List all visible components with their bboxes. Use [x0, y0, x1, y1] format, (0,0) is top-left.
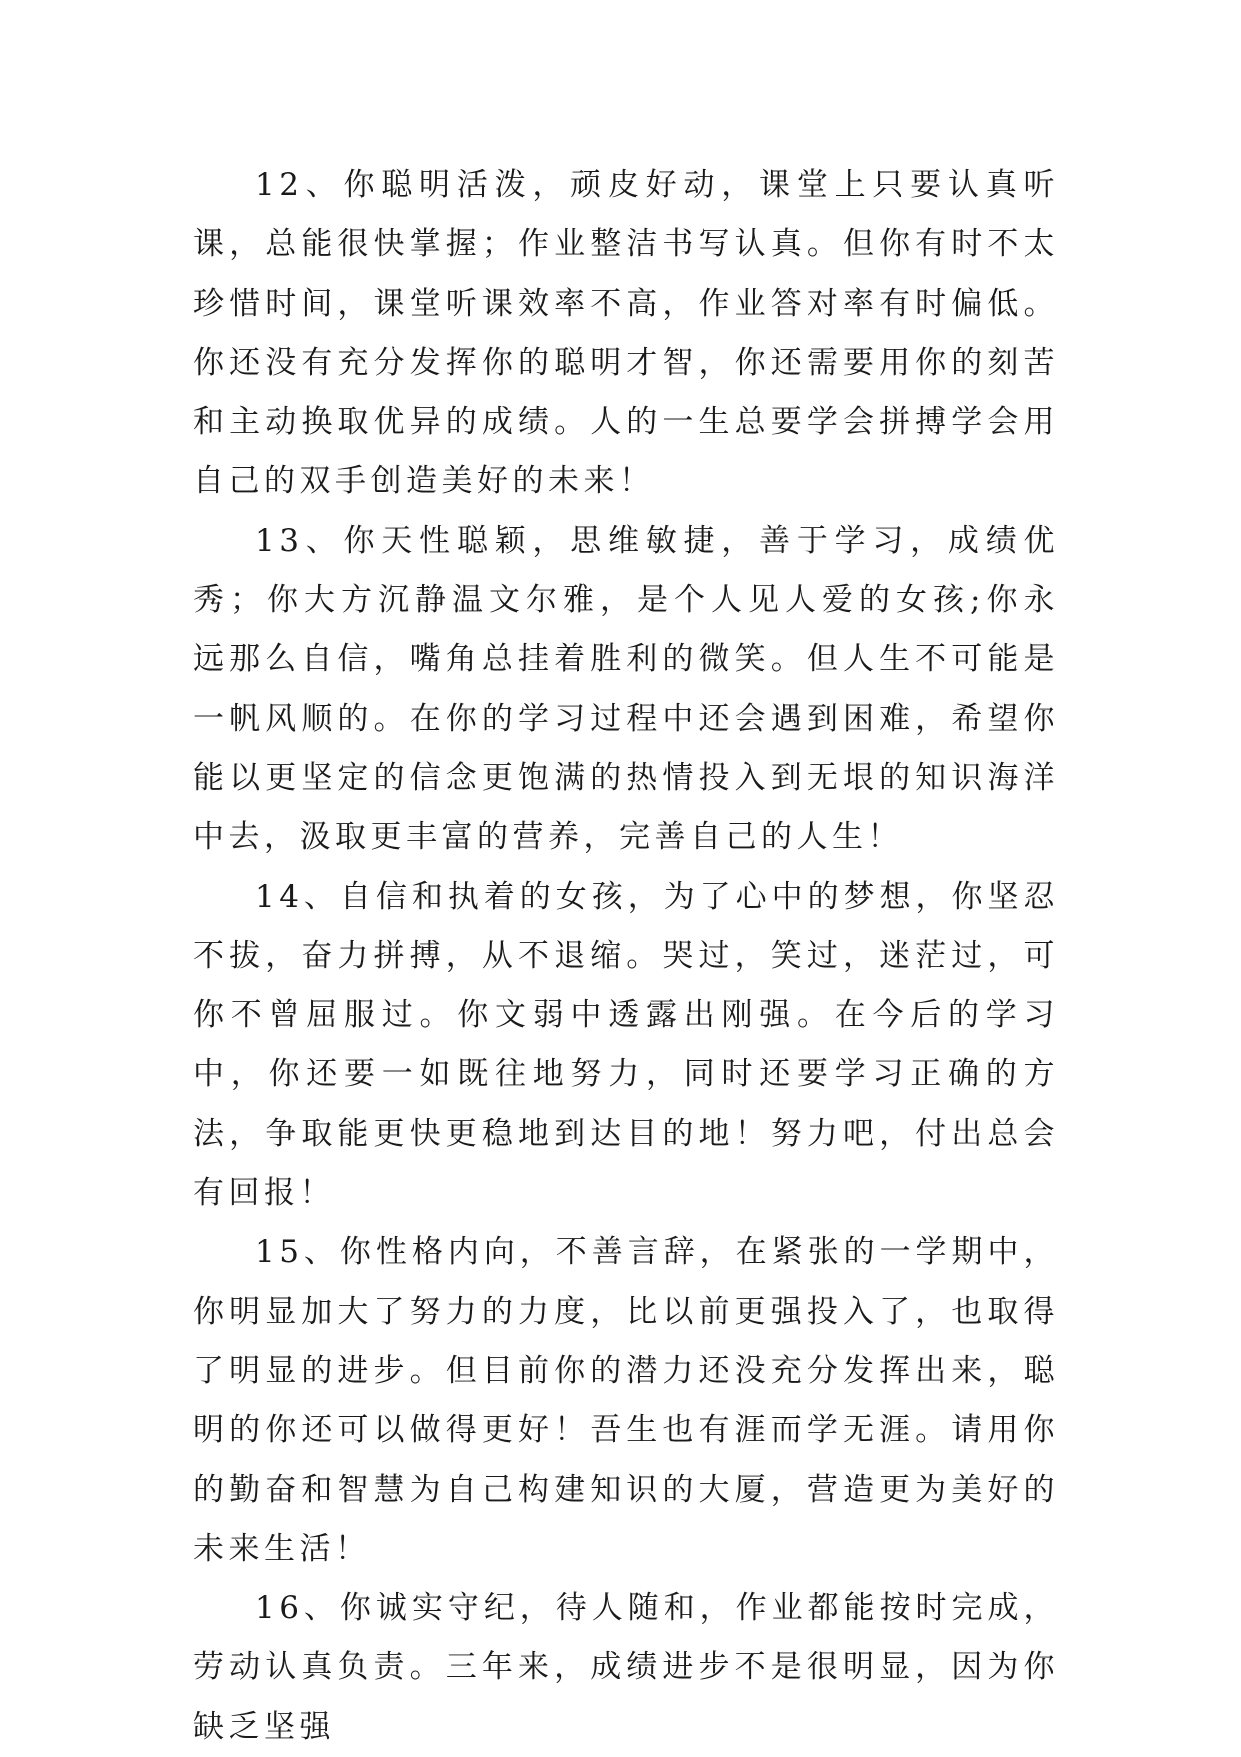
paragraph-16: 16、你诚实守纪，待人随和，作业都能按时完成，劳动认真负责。三年来，成绩进步不是很明显，因为你缺乏坚强 — [193, 1590, 1059, 1745]
paragraph-13: 13、你天性聪颖，思维敏捷，善于学习，成绩优秀；你大方沉静温文尔雅，是个人见人爱的女孩;你永远那么自信，嘴角总挂着胜利的微笑。但人生不可能是一帆风顺的。在你的学习过程中还会遇到困难，希望你能以更坚定的信念更饱满的热情投入到无垠的知识海洋中去，汲取更丰富的营养，完善自己的人生！ — [193, 522, 1059, 856]
paragraph-15: 15、你性格内向，不善言辞，在紧张的一学期中，你明显加大了努力的力度，比以前更强投入了，也取得了明显的进步。但目前你的潜力还没充分发挥出来，聪明的你还可以做得更好！吾生也有涯而学无涯。请用你的勤奋和智慧为自己构建知识的大厦，营造更为美好的未来生活！ — [193, 1234, 1059, 1567]
paragraph-12: 12、你聪明活泼，顽皮好动，课堂上只要认真听课，总能很快掌握；作业整洁书写认真。但你有时不太珍惜时间，课堂听课效率不高，作业答对率有时偏低。你还没有充分发挥你的聪明才智，你还需要用你的刻苦和主动换取优异的成绩。人的一生总要学会拼搏学会用自己的双手创造美好的未来！ — [193, 167, 1059, 500]
document-body — [193, 156, 1059, 1757]
paragraph-14: 14、自信和执着的女孩，为了心中的梦想，你坚忍不拔，奋力拼搏，从不退缩。哭过，笑过，迷茫过，可你不曾屈服过。你文弱中透露出刚强。在今后的学习中，你还要一如既往地努力，同时还要学习正确的方法，争取能更快更稳地到达目的地！努力吧，付出总会有回报！ — [193, 878, 1059, 1212]
